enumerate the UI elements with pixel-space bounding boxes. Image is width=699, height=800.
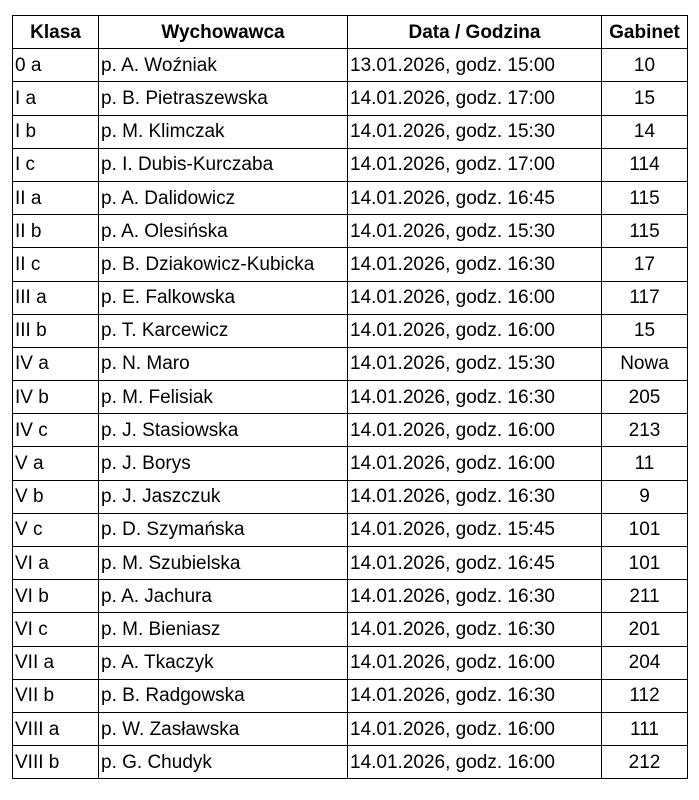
header-data: Data / Godzina [348, 16, 602, 49]
cell-data: 14.01.2026, godz. 16:30 [348, 381, 602, 414]
cell-wychowawca: p. G. Chudyk [99, 746, 348, 779]
cell-data: 14.01.2026, godz. 15:30 [348, 215, 602, 248]
cell-gabinet: 205 [602, 381, 688, 414]
cell-klasa: II b [13, 215, 99, 248]
cell-gabinet: 9 [602, 480, 688, 513]
table-row [13, 547, 688, 580]
table-row [13, 447, 688, 480]
cell-gabinet: 101 [602, 547, 688, 580]
cell-wychowawca: p. A. Jachura [99, 580, 348, 613]
cell-klasa: VI c [13, 613, 99, 646]
cell-data: 14.01.2026, godz. 16:45 [348, 181, 602, 214]
cell-data: 14.01.2026, godz. 16:30 [348, 679, 602, 712]
cell-gabinet: Nowa [602, 347, 688, 380]
cell-klasa: VI b [13, 580, 99, 613]
cell-gabinet: 115 [602, 181, 688, 214]
cell-wychowawca: p. I. Dubis-Kurczaba [99, 148, 348, 181]
cell-klasa: IV c [13, 414, 99, 447]
cell-wychowawca: p. M. Klimczak [99, 115, 348, 148]
cell-data: 14.01.2026, godz. 16:30 [348, 480, 602, 513]
cell-klasa: VIII b [13, 746, 99, 779]
cell-wychowawca: p. A. Olesińska [99, 215, 348, 248]
cell-gabinet: 14 [602, 115, 688, 148]
table-row [13, 82, 688, 115]
schedule-table [12, 15, 688, 779]
cell-gabinet: 114 [602, 148, 688, 181]
cell-wychowawca: p. N. Maro [99, 347, 348, 380]
table-row [13, 580, 688, 613]
cell-klasa: 0 a [13, 49, 99, 82]
table-row [13, 115, 688, 148]
table-row [13, 314, 688, 347]
cell-data: 14.01.2026, godz. 17:00 [348, 148, 602, 181]
cell-data: 14.01.2026, godz. 16:00 [348, 646, 602, 679]
cell-wychowawca: p. B. Pietraszewska [99, 82, 348, 115]
cell-data: 14.01.2026, godz. 16:00 [348, 712, 602, 745]
cell-klasa: VII a [13, 646, 99, 679]
table-row [13, 480, 688, 513]
cell-klasa: V c [13, 513, 99, 546]
cell-wychowawca: p. B. Radgowska [99, 679, 348, 712]
cell-data: 14.01.2026, godz. 16:30 [348, 580, 602, 613]
table-row [13, 181, 688, 214]
cell-gabinet: 112 [602, 679, 688, 712]
cell-gabinet: 201 [602, 613, 688, 646]
cell-gabinet: 211 [602, 580, 688, 613]
cell-klasa: VII b [13, 679, 99, 712]
table-row [13, 513, 688, 546]
cell-data: 14.01.2026, godz. 16:00 [348, 314, 602, 347]
table-row [13, 281, 688, 314]
cell-gabinet: 11 [602, 447, 688, 480]
table-body [13, 49, 688, 779]
cell-klasa: IV a [13, 347, 99, 380]
cell-gabinet: 115 [602, 215, 688, 248]
table-row [13, 646, 688, 679]
cell-klasa: I a [13, 82, 99, 115]
cell-klasa: I c [13, 148, 99, 181]
header-wychowawca: Wychowawca [99, 16, 348, 49]
cell-klasa: IV b [13, 381, 99, 414]
cell-wychowawca: p. M. Felisiak [99, 381, 348, 414]
cell-wychowawca: p. M. Bieniasz [99, 613, 348, 646]
cell-data: 13.01.2026, godz. 15:00 [348, 49, 602, 82]
cell-gabinet: 101 [602, 513, 688, 546]
cell-wychowawca: p. J. Borys [99, 447, 348, 480]
cell-gabinet: 17 [602, 248, 688, 281]
cell-wychowawca: p. J. Stasiowska [99, 414, 348, 447]
table-row [13, 248, 688, 281]
cell-data: 14.01.2026, godz. 16:45 [348, 547, 602, 580]
cell-wychowawca: p. W. Zasławska [99, 712, 348, 745]
cell-gabinet: 15 [602, 314, 688, 347]
table-row [13, 381, 688, 414]
header-row [13, 16, 688, 49]
cell-wychowawca: p. D. Szymańska [99, 513, 348, 546]
cell-data: 14.01.2026, godz. 17:00 [348, 82, 602, 115]
cell-data: 14.01.2026, godz. 15:45 [348, 513, 602, 546]
cell-klasa: III a [13, 281, 99, 314]
cell-gabinet: 111 [602, 712, 688, 745]
cell-wychowawca: p. A. Woźniak [99, 49, 348, 82]
table-row [13, 148, 688, 181]
cell-klasa: II c [13, 248, 99, 281]
cell-data: 14.01.2026, godz. 16:00 [348, 414, 602, 447]
cell-gabinet: 117 [602, 281, 688, 314]
cell-wychowawca: p. A. Dalidowicz [99, 181, 348, 214]
cell-klasa: III b [13, 314, 99, 347]
cell-data: 14.01.2026, godz. 16:30 [348, 613, 602, 646]
cell-gabinet: 213 [602, 414, 688, 447]
table-row [13, 746, 688, 779]
cell-klasa: VI a [13, 547, 99, 580]
cell-klasa: V b [13, 480, 99, 513]
cell-data: 14.01.2026, godz. 16:00 [348, 281, 602, 314]
cell-wychowawca: p. T. Karcewicz [99, 314, 348, 347]
header-gabinet: Gabinet [602, 16, 688, 49]
table-row [13, 613, 688, 646]
cell-wychowawca: p. A. Tkaczyk [99, 646, 348, 679]
table-row [13, 414, 688, 447]
table-row [13, 215, 688, 248]
cell-wychowawca: p. E. Falkowska [99, 281, 348, 314]
cell-klasa: VIII a [13, 712, 99, 745]
table-row [13, 49, 688, 82]
cell-gabinet: 204 [602, 646, 688, 679]
cell-wychowawca: p. J. Jaszczuk [99, 480, 348, 513]
cell-klasa: I b [13, 115, 99, 148]
cell-data: 14.01.2026, godz. 16:00 [348, 447, 602, 480]
cell-klasa: V a [13, 447, 99, 480]
table-row [13, 712, 688, 745]
cell-data: 14.01.2026, godz. 15:30 [348, 115, 602, 148]
cell-gabinet: 15 [602, 82, 688, 115]
cell-wychowawca: p. B. Dziakowicz-Kubicka [99, 248, 348, 281]
cell-data: 14.01.2026, godz. 16:00 [348, 746, 602, 779]
cell-gabinet: 212 [602, 746, 688, 779]
cell-klasa: II a [13, 181, 99, 214]
cell-gabinet: 10 [602, 49, 688, 82]
cell-data: 14.01.2026, godz. 16:30 [348, 248, 602, 281]
cell-data: 14.01.2026, godz. 15:30 [348, 347, 602, 380]
cell-wychowawca: p. M. Szubielska [99, 547, 348, 580]
header-klasa: Klasa [13, 16, 99, 49]
table-row [13, 347, 688, 380]
table-row [13, 679, 688, 712]
